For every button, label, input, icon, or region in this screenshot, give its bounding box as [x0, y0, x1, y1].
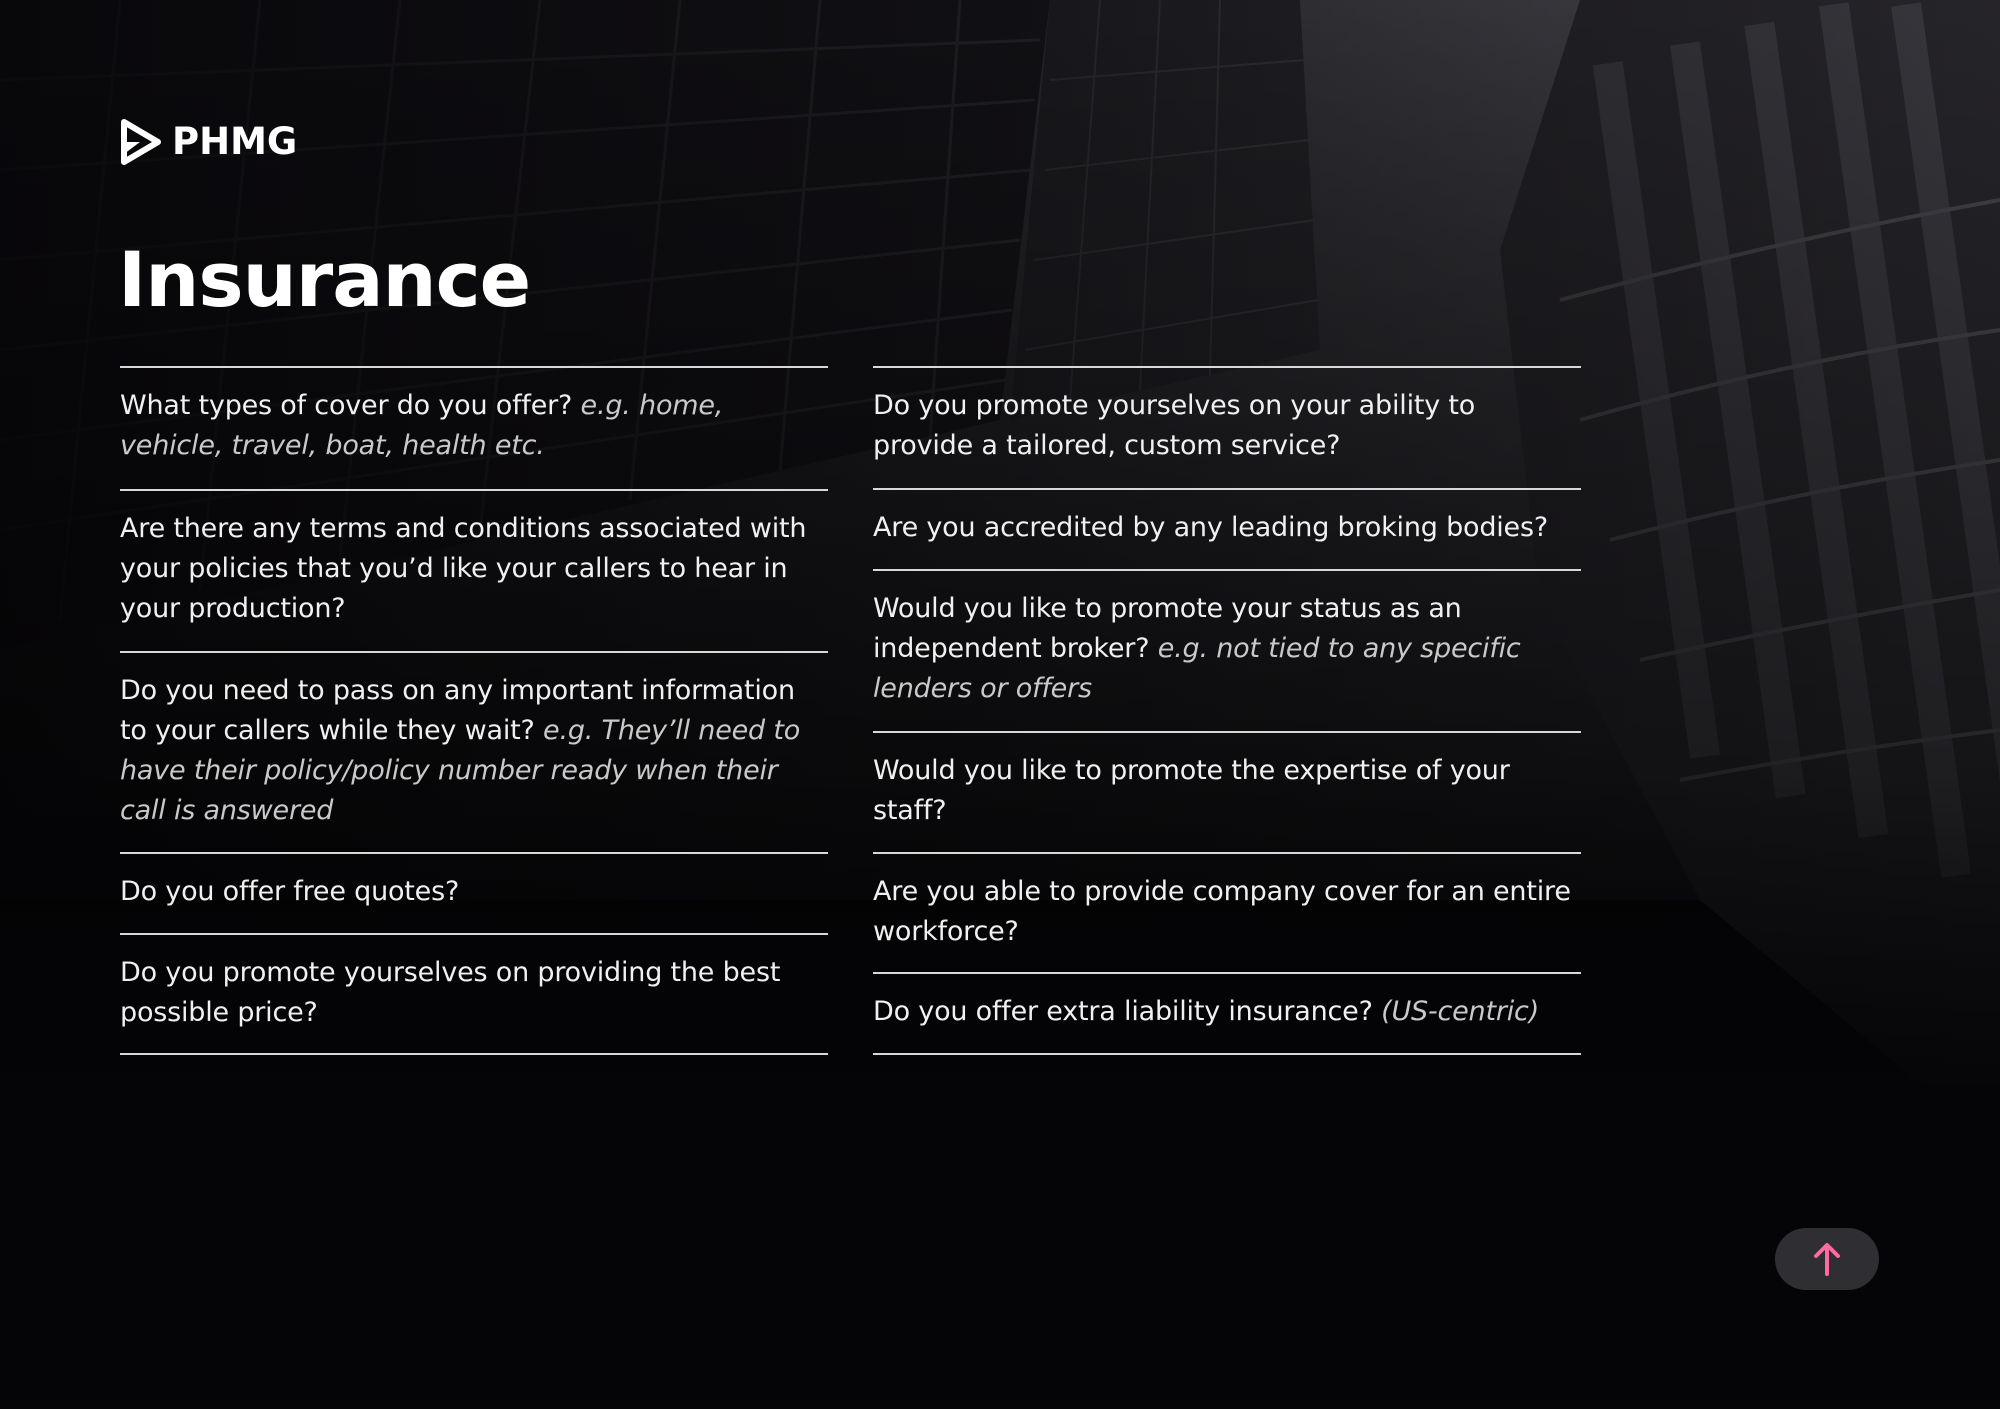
- brand-name: PHMG: [172, 120, 298, 163]
- phmg-logo-icon: [118, 118, 162, 166]
- question-text: Do you promote yourselves on providing the best possible price?: [120, 957, 781, 1028]
- page-title: Insurance: [118, 235, 531, 324]
- question-text: Do you offer free quotes?: [120, 876, 460, 907]
- questions-left-column: [120, 366, 828, 1055]
- brand-logo: [118, 118, 297, 166]
- question-text: Are you able to provide company cover for an entire workforce?: [873, 876, 1571, 947]
- question-item: [873, 366, 1581, 488]
- back-to-top-button[interactable]: [1775, 1228, 1879, 1290]
- question-item: [873, 488, 1581, 569]
- question-text: Would you like to promote the expertise of your staff?: [873, 755, 1510, 826]
- question-item: [873, 852, 1581, 972]
- question-item: [120, 651, 828, 852]
- question-text: What types of cover do you offer?: [120, 390, 581, 421]
- question-item: [120, 852, 828, 933]
- question-example: (US-centric): [1381, 996, 1540, 1027]
- question-item: [120, 933, 828, 1055]
- question-item: [873, 569, 1581, 731]
- question-item: [873, 972, 1581, 1055]
- questions-right-column: [873, 366, 1581, 1055]
- question-item: [120, 489, 828, 651]
- question-text: Do you offer extra liability insurance?: [873, 996, 1382, 1027]
- question-item: [120, 366, 828, 489]
- question-item: [873, 731, 1581, 852]
- question-example: e.g. They’ll need to have their policy/policy number ready when their call is answered: [120, 715, 801, 826]
- arrow-up-icon: [1812, 1242, 1842, 1276]
- question-text: Would you like to promote your status as an independent broker?: [873, 593, 1462, 664]
- question-example: e.g. home, vehicle, travel, boat, health etc.: [120, 390, 724, 461]
- question-text: Do you promote yourselves on your ability to provide a tailored, custom service?: [873, 390, 1476, 461]
- question-text: Do you need to pass on any important information to your callers while they wait?: [120, 675, 795, 746]
- question-text: Are there any terms and conditions associated with your policies that you’d like your callers to hear in your production?: [120, 513, 807, 624]
- question-text: Are you accredited by any leading broking bodies?: [873, 512, 1548, 543]
- question-example: e.g. not tied to any specific lenders or offers: [873, 633, 1521, 704]
